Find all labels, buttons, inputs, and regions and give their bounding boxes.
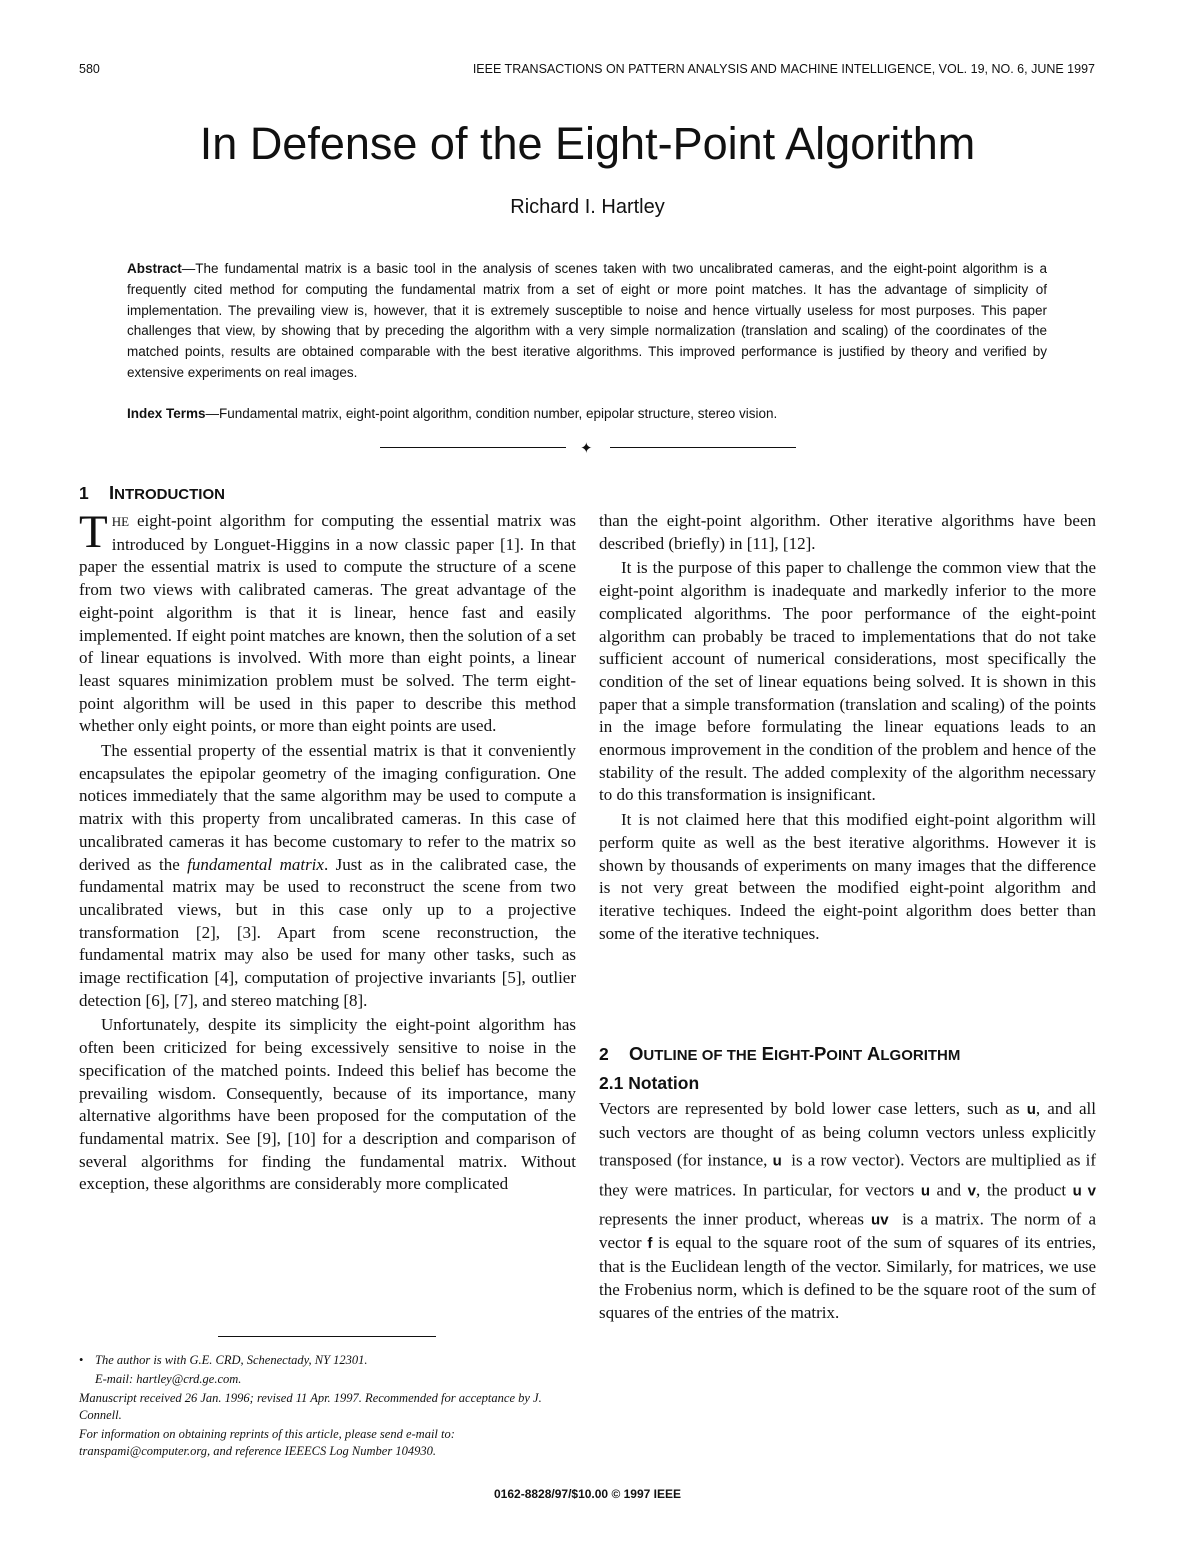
section-2-title-eight: IGHT- [773, 1047, 814, 1064]
section-2-title-a: A [867, 1043, 881, 1064]
abstract-label: Abstract [127, 261, 182, 276]
vector-u-3: u [1072, 1182, 1082, 1200]
section-2-title-o: O [629, 1043, 644, 1064]
vector-u: u [1026, 1101, 1036, 1118]
notation-text-4: and [930, 1180, 968, 1200]
footnote-manuscript: Manuscript received 26 Jan. 1996; revised 11 Apr. 1997. Recommended for acceptance by J. Connell. [79, 1391, 542, 1422]
intro-paragraph-2-text-b: . Just as in the calibrated case, the fundamental matrix may be used to reconstruct the scene from two uncalibrated views, but in this case only up to a projective transformation [2], [3]. Apart from scene reconstruction, the fundamental matrix may also be used for many other tasks, such as image rectification [4], computation of projective invariants [5], outlier detection [6], [7], and stereo matching [8]. [79, 854, 576, 1010]
intro-paragraph-5: It is not claimed here that this modified eight-point algorithm will perform quite as well as the best iterative algorithms. However it is shown by thousands of experiments on many images that the difference is not very great between the modified eight-point algorithm and iterative techiques. Indeed the eight-point algorithm does better than some of the iterative techniques. [599, 810, 1096, 943]
abstract-text: —The fundamental matrix is a basic tool in the analysis of scenes taken with two uncalibrated cameras, and the eight-point algorithm is a frequently cited method for computing the fundamental matrix from a set of eight or more point matches. It has the advantage of simplicity of implementation. The prevailing view is, however, that it is extremely susceptible to noise and hence virtually useless for most purposes. This paper challenges that view, by showing that by preceding the algorithm with a very simple normalization (translation and scaling) of the coordinates of the matched points, results are obtained comparable with the best iterative algorithms. This improved performance is justified by theory and verified by extensive experiments on real images. [127, 261, 1047, 380]
footnote-reprints: For information on obtaining reprints of this article, please send e-mail to: transpami@computer.org, and reference IEEECS Log Number 104930. [79, 1427, 455, 1458]
vector-uv: uv [871, 1211, 889, 1229]
left-column [79, 506, 577, 1196]
notation-text-2: , and all such vectors are thought of as being column vectors unless explicitly transposed (for instance, [599, 1099, 1096, 1171]
section-2-number: 2 [599, 1044, 609, 1064]
notation-text-7: is a matrix. The norm of a vector [599, 1209, 1096, 1253]
footnote-affiliation [79, 1352, 576, 1369]
fundamental-matrix-term: fundamental matrix [187, 854, 324, 874]
intro-paragraph-1 [79, 506, 577, 738]
section-1-number: 1 [79, 483, 89, 503]
notation-text-5: , the product [976, 1180, 1073, 1200]
paper-title: In Defense of the Eight-Point Algorithm [199, 118, 976, 169]
subsection-2-1-heading: 2.1 Notation [599, 1073, 700, 1093]
intro-paragraph-2 [79, 740, 576, 1012]
footnote-email: E-mail: hartley@crd.ge.com. [95, 1372, 242, 1386]
running-head [79, 62, 1095, 80]
separator-rule-right [610, 447, 796, 448]
intro-paragraph-2-text-a: The essential property of the essential matrix is that it conveniently encapsulates the epipolar geometry of the imaging configuration. One notices immediately that the same algorithm may be used to compute a matrix with this property from uncalibrated cameras. In this case of uncalibrated cameras it has become customary to refer to the matrix so derived as the [79, 741, 576, 874]
section-separator [380, 438, 796, 458]
index-terms-text: —Fundamental matrix, eight-point algorithm, condition number, epipolar structure, stereo vision. [205, 406, 778, 421]
bullet-icon: • [79, 1353, 84, 1367]
vector-u-2: u [920, 1182, 930, 1200]
notation-text-3: is a row vector). Vectors are multiplied as if they were matrices. In particular, for vectors [599, 1151, 1096, 1200]
separator-rule-left [380, 447, 566, 448]
journal-header: IEEE TRANSACTIONS ON PATTERN ANALYSIS AND MACHINE INTELLIGENCE, VOL. 19, NO. 6, JUNE 1997 [472, 62, 1095, 76]
section-2-title-algorithm: LGORITHM [880, 1047, 961, 1064]
section-1-heading [79, 482, 225, 504]
intro-paragraph-3: Unfortunately, despite its simplicity the eight-point algorithm has often been criticized for being excessively sensitive to noise in the specification of the matched points. Indeed this belief has become the prevailing wisdom. Consequently, because of its importance, many alternative algorithms have been proposed for the computation of the fundamental matrix. See [9], [10] for a description and comparison of several algorithms for finding the fundamental matrix. Without exception, these algorithms are considerably more complicated [79, 1015, 576, 1194]
notation-text-1: Vectors are represented by bold lower case letters, such as [599, 1099, 1027, 1118]
abstract [127, 259, 1047, 384]
vector-v-2: v [1087, 1182, 1097, 1200]
index-terms [127, 404, 1047, 424]
page-number: 580 [79, 62, 100, 76]
section-1-title-initial: I [109, 482, 115, 503]
vector-v: v [967, 1182, 977, 1200]
intro-paragraph-3-continued: than the eight-point algorithm. Other iterative algorithms have been described (briefly) in [11], [12]. [599, 511, 1096, 553]
notation-paragraph [599, 1098, 1096, 1324]
section-2-title-outline: UTLINE OF THE [643, 1047, 757, 1064]
section-2-title-point: OINT [826, 1047, 863, 1064]
copyright-line: 0162-8828/97/$10.00 © 1997 IEEE [494, 1487, 681, 1501]
intro-lead-caps: HE [111, 514, 130, 529]
section-2-title-p: P [813, 1043, 827, 1064]
diamond-icon: ✦ [580, 441, 593, 457]
section-2-heading [599, 1043, 960, 1065]
intro-paragraph-4: It is the purpose of this paper to challenge the common view that the eight-point algorithm is inadequate and markedly inferior to the more complicated algorithms. The poor performance of the eight-point algorithm can probably be traced to implementations that do not take sufficient account of numerical considerations, most specifically the condition of the set of linear equations being solved. It is shown in this paper that a simple transformation (translation and scaling) of the points in the image before formulating the linear equations leads to an enormous improvement in the condition of the problem and hence of the stability of the result. The added complexity of the algorithm necessary to do this transformation is insignificant. [599, 558, 1096, 805]
footnotes [79, 1352, 576, 1462]
drop-cap: T [79, 506, 108, 558]
section-1-title-rest: NTRODUCTION [114, 486, 225, 503]
vector-f: f [647, 1235, 653, 1253]
index-terms-label: Index Terms [127, 406, 206, 421]
vector-u-transposed: u [772, 1153, 782, 1171]
notation-text-8: is equal to the square root of the sum of squares of its entries, that is the Euclidean length of the vector. Similarly, for matrices, we use the Frobenius norm, which is defined to be the square root of the sum of squares of the entries of the matrix. [599, 1233, 1096, 1322]
section-2-title-e: E [761, 1043, 774, 1064]
right-column [599, 510, 1096, 945]
notation-text-6: represents the inner product, whereas [599, 1209, 872, 1229]
footnote-affiliation-text: The author is with G.E. CRD, Schenectady, NY 12301. [95, 1353, 368, 1367]
intro-paragraph-1-text: eight-point algorithm for computing the essential matrix was introduced by Longuet-Higgins in a now classic paper [1]. In that paper the essential matrix is used to compute the structure of a scene from two views with calibrated cameras. The great advantage of the eight-point algorithm is that it is linear, hence fast and easily implemented. If eight point matches are known, then the solution of a set of linear equations is involved. With more than eight points, a linear least squares minimization problem must be solved. The term eight-point algorithm will be used in this paper to describe this method whether only eight points, or more than eight points are used. [79, 511, 577, 736]
author-name: Richard I. Hartley [510, 196, 665, 218]
notation-column [599, 1098, 1096, 1324]
footnote-rule [218, 1336, 436, 1337]
